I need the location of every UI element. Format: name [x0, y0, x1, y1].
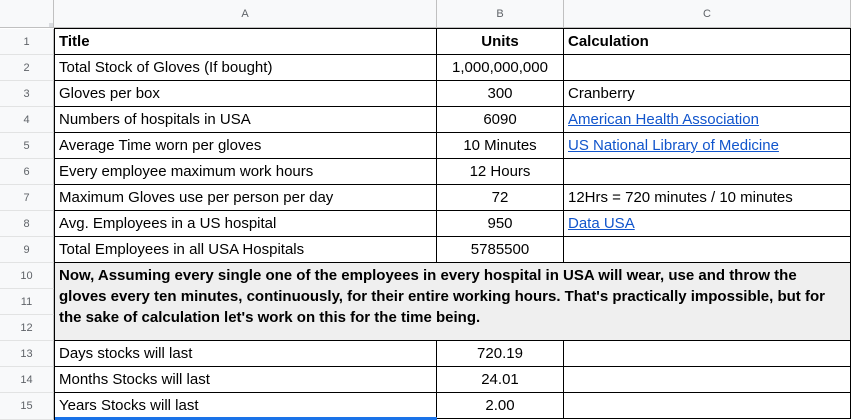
units-cell[interactable]: 6090 — [437, 107, 564, 133]
select-all-corner[interactable] — [0, 0, 54, 28]
units-cell[interactable]: 1,000,000,000 — [437, 55, 564, 81]
row-header-11[interactable]: 11 — [0, 289, 54, 315]
title-cell[interactable]: Total Employees in all USA Hospitals — [55, 237, 437, 263]
row-header-5[interactable]: 5 — [0, 133, 54, 159]
american-health-association-link[interactable]: American Health Association — [564, 107, 851, 133]
row-header-6[interactable]: 6 — [0, 159, 54, 185]
title-cell[interactable]: Years Stocks will last — [55, 393, 437, 419]
column-header-a[interactable]: A — [54, 0, 437, 28]
header-calculation-cell[interactable]: Calculation — [564, 29, 851, 55]
title-cell[interactable]: Maximum Gloves use per person per day — [55, 185, 437, 211]
units-cell[interactable]: 10 Minutes — [437, 133, 564, 159]
row-header-10[interactable]: 10 — [0, 263, 54, 289]
units-cell[interactable]: 950 — [437, 211, 564, 237]
title-cell[interactable]: Every employee maximum work hours — [55, 159, 437, 185]
title-cell[interactable]: Months Stocks will last — [55, 367, 437, 393]
units-cell[interactable]: 24.01 — [437, 367, 564, 393]
units-cell[interactable]: 12 Hours — [437, 159, 564, 185]
row-header-3[interactable]: 3 — [0, 81, 54, 107]
units-cell[interactable]: 72 — [437, 185, 564, 211]
row-header-7[interactable]: 7 — [0, 185, 54, 211]
units-cell[interactable]: 5785500 — [437, 237, 564, 263]
units-cell[interactable]: 720.19 — [437, 341, 564, 367]
calculation-cell[interactable]: Cranberry — [564, 81, 851, 107]
title-cell[interactable]: Numbers of hospitals in USA — [55, 107, 437, 133]
units-cell[interactable]: 300 — [437, 81, 564, 107]
row-header-12[interactable]: 12 — [0, 315, 54, 341]
column-header-c[interactable]: C — [564, 0, 851, 28]
data-usa-link[interactable]: Data USA — [564, 211, 851, 237]
calculation-cell[interactable] — [564, 367, 851, 393]
row-header-1[interactable]: 1 — [0, 29, 54, 55]
calculation-cell[interactable] — [564, 55, 851, 81]
header-units-cell[interactable]: Units — [437, 29, 564, 55]
row-header-15[interactable]: 15 — [0, 393, 54, 420]
units-cell[interactable]: 2.00 — [437, 393, 564, 419]
calculation-cell[interactable] — [564, 341, 851, 367]
header-title-cell[interactable]: Title — [55, 29, 437, 55]
calculation-cell[interactable] — [564, 393, 851, 419]
calculation-cell[interactable]: 12Hrs = 720 minutes / 10 minutes — [564, 185, 851, 211]
row-header-9[interactable]: 9 — [0, 237, 54, 263]
column-header-b[interactable]: B — [437, 0, 564, 28]
title-cell[interactable]: Total Stock of Gloves (If bought) — [55, 55, 437, 81]
row-header-13[interactable]: 13 — [0, 341, 54, 367]
calculation-cell[interactable] — [564, 159, 851, 185]
assumption-note-cell[interactable]: Now, Assuming every single one of the employees in every hospital in USA will wear, use and throw the gloves every ten minutes, continuously, for their entire working hours. That's practically impossible, but for the sake of calculation let's work on this for the time being. — [55, 263, 851, 341]
title-cell[interactable]: Gloves per box — [55, 81, 437, 107]
calculation-cell[interactable] — [564, 237, 851, 263]
title-cell[interactable]: Days stocks will last — [55, 341, 437, 367]
row-header-2[interactable]: 2 — [0, 55, 54, 81]
row-header-8[interactable]: 8 — [0, 211, 54, 237]
title-cell[interactable]: Average Time worn per gloves — [55, 133, 437, 159]
us-national-library-of-medicine-link[interactable]: US National Library of Medicine — [564, 133, 851, 159]
title-cell[interactable]: Avg. Employees in a US hospital — [55, 211, 437, 237]
row-header-14[interactable]: 14 — [0, 367, 54, 393]
row-header-4[interactable]: 4 — [0, 107, 54, 133]
